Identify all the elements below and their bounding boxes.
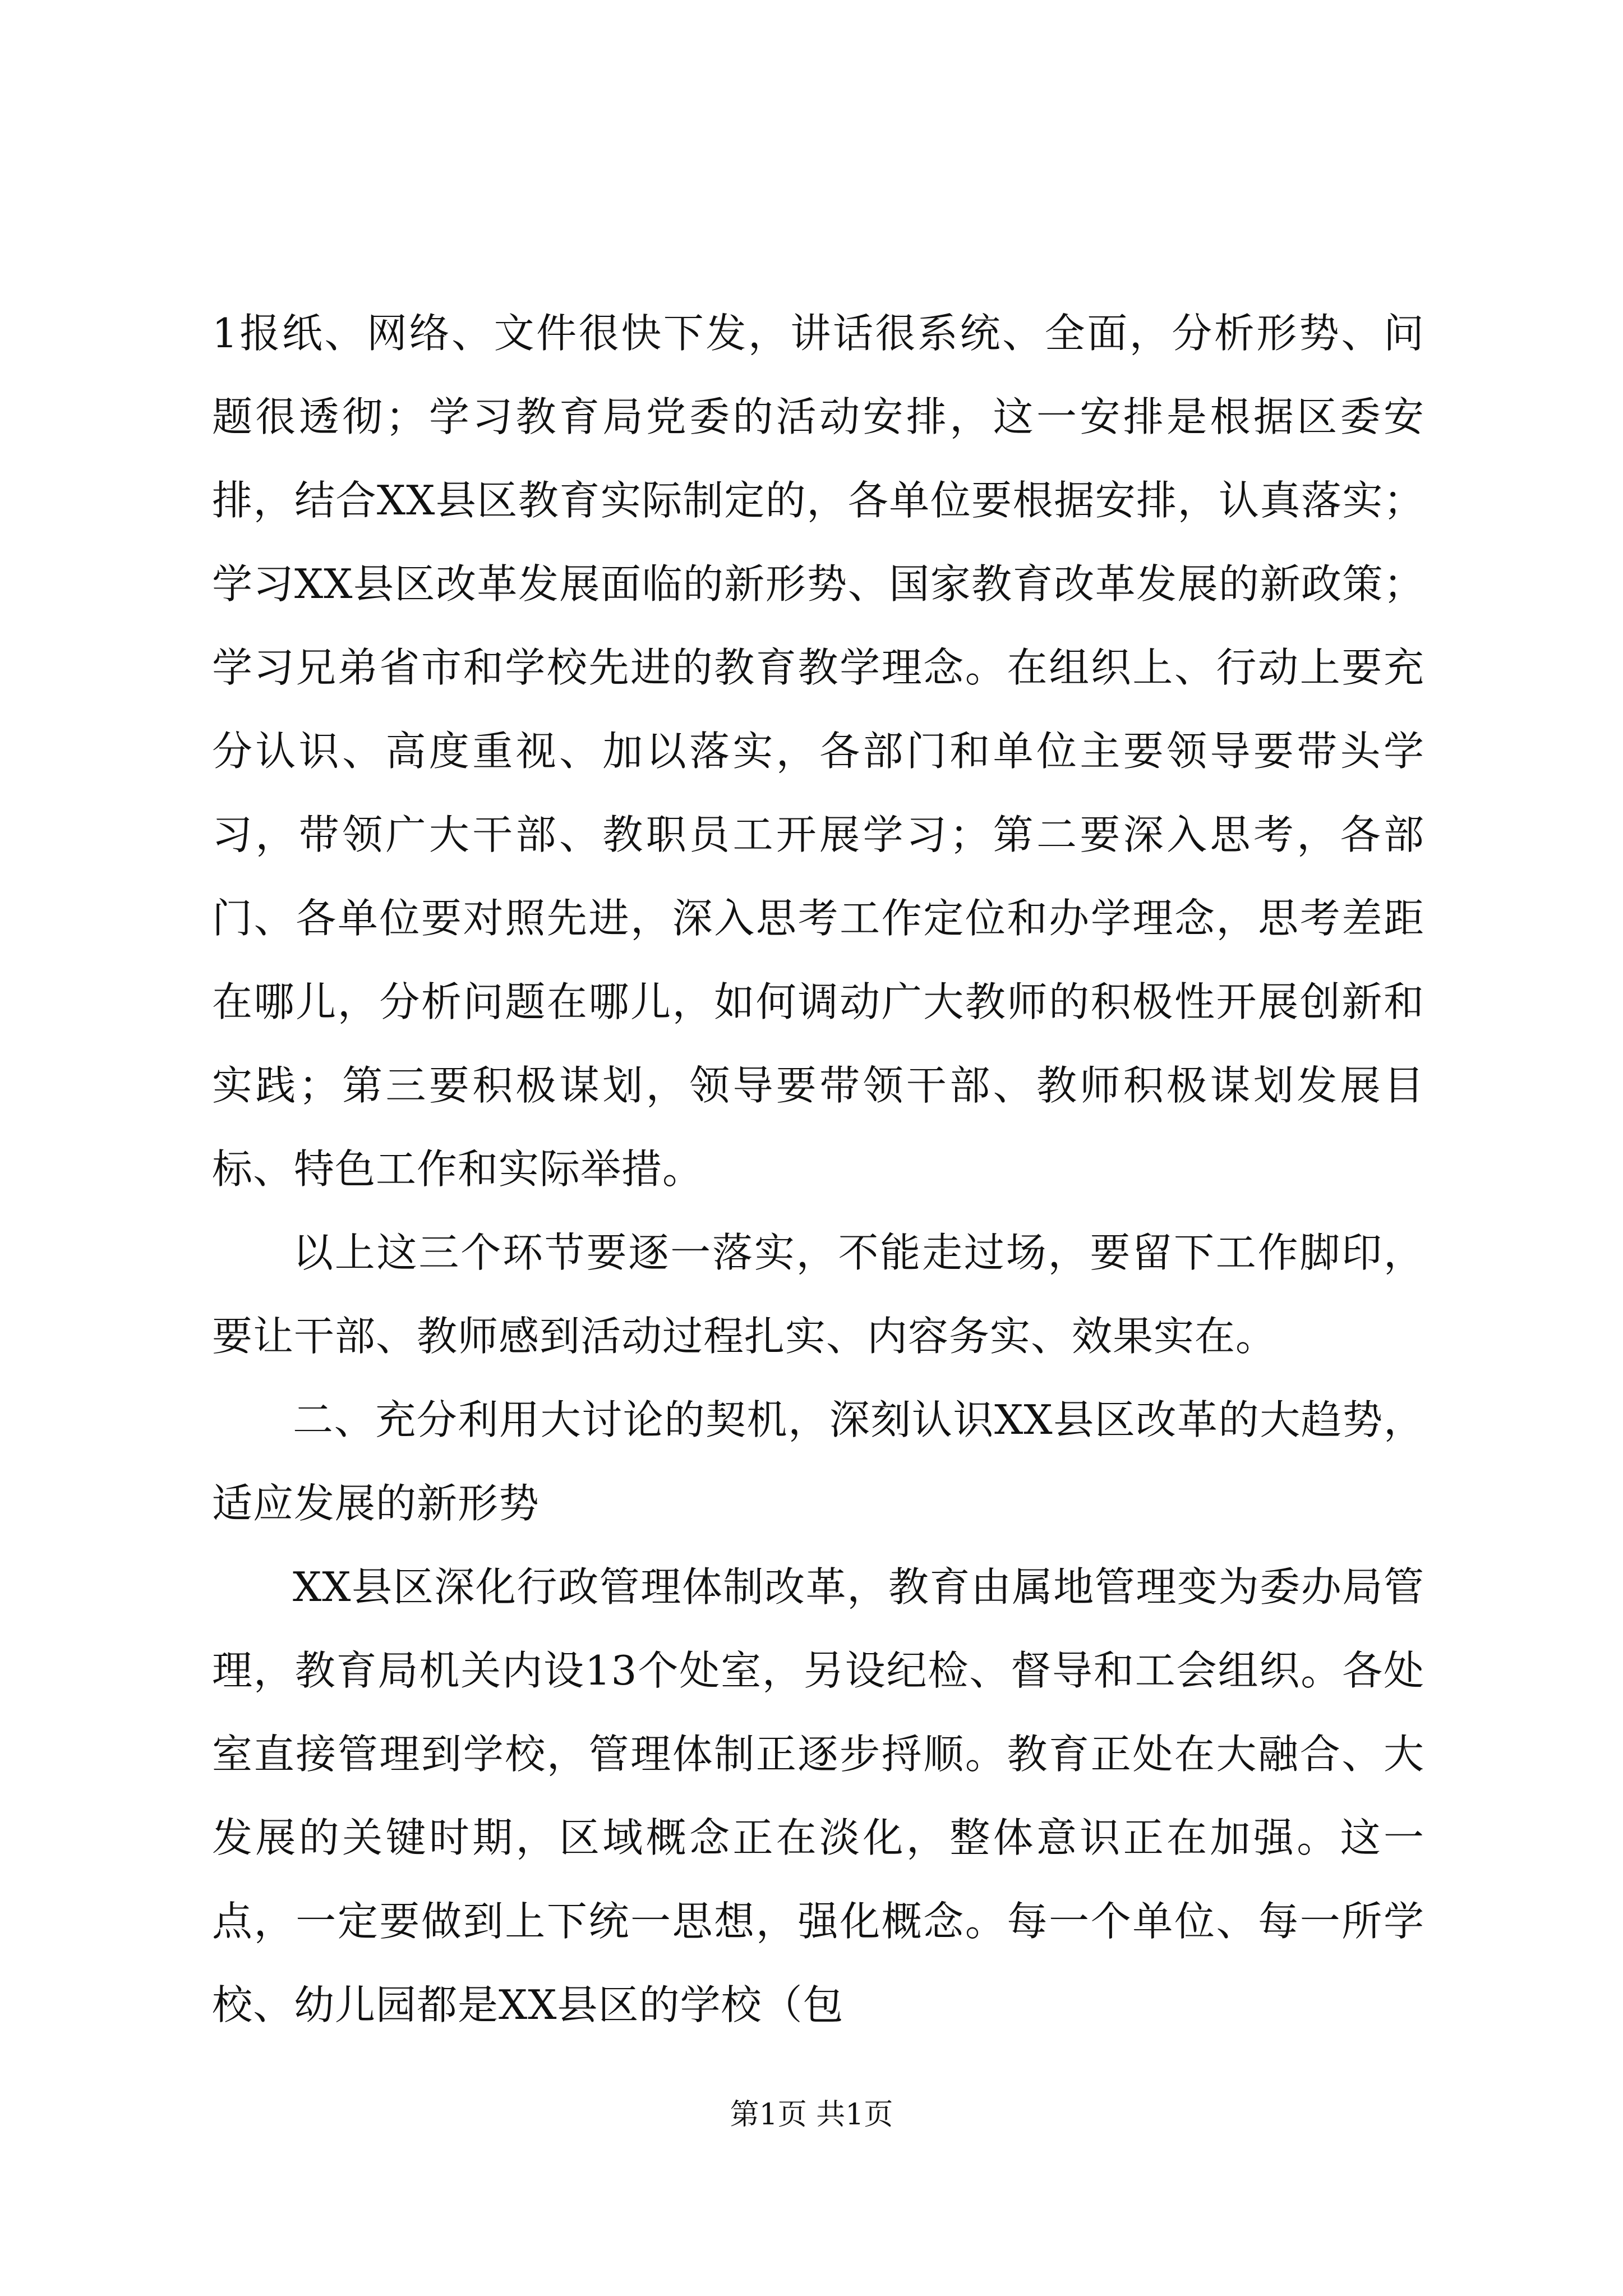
paragraph-2: 以上这三个环节要逐一落实，不能走过场，要留下工作脚印，要让干部、教师感到活动过程扎实、内容务实、效果实在。 [212,1229,1424,1360]
document-body [212,292,1424,2047]
paragraph-3: XX县区深化行政管理体制改革，教育由属地管理变为委办局管理，教育局机关内设13个处室，另设纪检、督导和工会组织。各处室直接管理到学校，管理体制正逐步捋顺。教育正处在大融合、大发展的关键时期，区域概念正在淡化，整体意识正在加强。这一点，一定要做到上下统一思想，强化概念。每一个单位、每一所学校、幼儿园都是XX县区的学校（包 [212,1563,1424,2028]
page-footer: 第1页 共1页 [730,2098,893,2132]
paragraph-1: 1报纸、网络、文件很快下发，讲话很系统、全面，分析形势、问题很透彻；学习教育局党委的活动安排，这一安排是根据区委安排，结合XX县区教育实际制定的，各单位要根据安排，认真落实；学习XX县区改革发展面临的新形势、国家教育改革发展的新政策；学习兄弟省市和学校先进的教育教学理念。在组织上、行动上要充分认识、高度重视、加以落实，各部门和单位主要领导要带头学习，带领广大干部、教职员工开展学习；第二要深入思考，各部门、各单位要对照先进，深入思考工作定位和办学理念，思考差距在哪儿，分析问题在哪儿，如何调动广大教师的积极性开展创新和实践；第三要积极谋划，领导要带领干部、教师积极谋划发展目标、特色工作和实际举措。 [212,310,1424,1193]
section-heading: 二、充分利用大讨论的契机，深刻认识XX县区改革的大趋势，适应发展的新形势 [212,1396,1424,1527]
